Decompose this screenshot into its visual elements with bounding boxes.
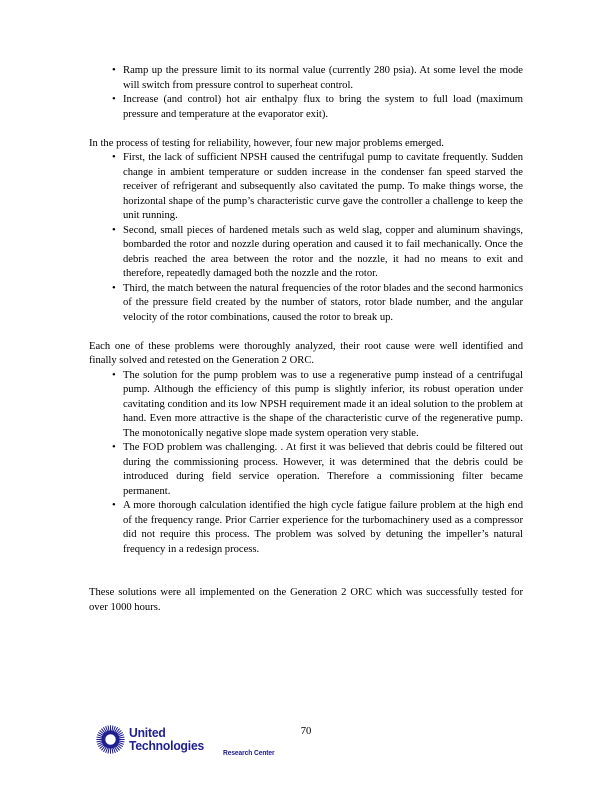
page-content — [89, 64, 523, 615]
list-item — [89, 282, 523, 326]
list-item-text: A more thorough calculation identified the high cycle fatigue failure problem at the high end of the frequency range. Prior Carrier experience for the turbomachinery used as a compressor did not require this process. The problem was solved by detuning the impeller’s natural frequency in a redesign process. — [123, 500, 523, 555]
bullet-icon: • — [112, 65, 116, 76]
bullet-icon: • — [112, 369, 116, 381]
page-number: 70 — [300, 726, 312, 737]
wordmark-line-2: Technologies — [129, 737, 205, 753]
list-item-text: The FOD problem was challenging. . At first it was believed that debris could be filtered out during the commissioning process. However, it was determined that the debris could be introduced during field service operation. Therefore a commissioning filter became permanent. — [123, 442, 523, 497]
bullet-icon: • — [112, 224, 116, 236]
list-item — [89, 151, 523, 224]
list-item — [89, 93, 523, 122]
bullet-icon: • — [112, 500, 116, 511]
list-item — [89, 499, 523, 557]
list-item — [89, 64, 523, 93]
research-center-tagline: Research Center — [223, 748, 275, 757]
bullet-icon: • — [112, 94, 116, 105]
wordmark-line-1: United — [129, 724, 166, 740]
paragraph-spacer — [89, 325, 523, 340]
list-item — [89, 441, 523, 499]
analysis-paragraph: Each one of these problems were thoroughly analyzed, their root cause were well identified and finally solved and retested on the Generation 2 ORC. — [89, 340, 523, 366]
list-item-text: Second, small pieces of hardened metals such as weld slag, copper and aluminum shavings, bombarded the rotor and nozzle during operation and caused it to fail mechanically. Once the debris reached the area between the rotor and the nozzle, it had no means to exit and therefore, repeatedly damaged both the nozzle and the rotor. — [123, 224, 523, 279]
list-item — [89, 224, 523, 282]
list-item-text: The solution for the pump problem was to use a regenerative pump instead of a centrifugal pump. Although the efficiency of this pump is slightly inferior, its robust operation under cavitating condition and its low NPSH requirement made it an ideal solution to the problem at hand. Even more attractive is the shape of the characteristic curve of the regenerative pump. The monotonically negative slope made system operation very stable. — [123, 369, 523, 439]
list-item — [89, 369, 523, 442]
list-item-text: Third, the match between the natural frequencies of the rotor blades and the second harmonics of the pressure field created by the number of stators, rotor blade number, and the angular velocity of the rotor combinations, caused the rotor to break up. — [123, 282, 523, 323]
company-logo — [96, 725, 211, 754]
problem-bullet-list — [89, 151, 523, 325]
list-item-text: Ramp up the pressure limit to its normal value (currently 280 psia). At some level the mode will switch from pressure control to superheat control. — [123, 65, 523, 91]
closing-paragraph: These solutions were all implemented on the Generation 2 ORC which was successfully tested for over 1000 hours. — [89, 587, 523, 613]
logo-wordmark — [129, 724, 205, 753]
intro-paragraph: In the process of testing for reliability, however, four new major problems emerged. — [89, 137, 444, 149]
paragraph-spacer — [89, 572, 523, 587]
sunburst-icon — [96, 725, 125, 754]
page-footer — [0, 718, 612, 778]
bullet-icon: • — [112, 282, 116, 294]
list-item-text: First, the lack of sufficient NPSH caused the centrifugal pump to cavitate frequently. Sudden change in ambient temperature or sudden increase in the condenser fan speed starved the receiver of refrigerant and subsequently also cavitated the pump. To make things worse, the horizontal shape of the pump’s characteristic curve gave the controller a challenge to keep the unit running. — [123, 152, 523, 221]
paragraph-spacer — [89, 557, 523, 572]
top-bullet-list — [89, 64, 523, 122]
list-item-text: Increase (and control) hot air enthalpy flux to bring the system to full load (maximum pressure and temperature at the evaporator exit). — [123, 94, 523, 120]
paragraph-spacer — [89, 122, 523, 137]
bullet-icon: • — [112, 152, 116, 163]
bullet-icon: • — [112, 442, 116, 453]
solution-bullet-list — [89, 369, 523, 558]
